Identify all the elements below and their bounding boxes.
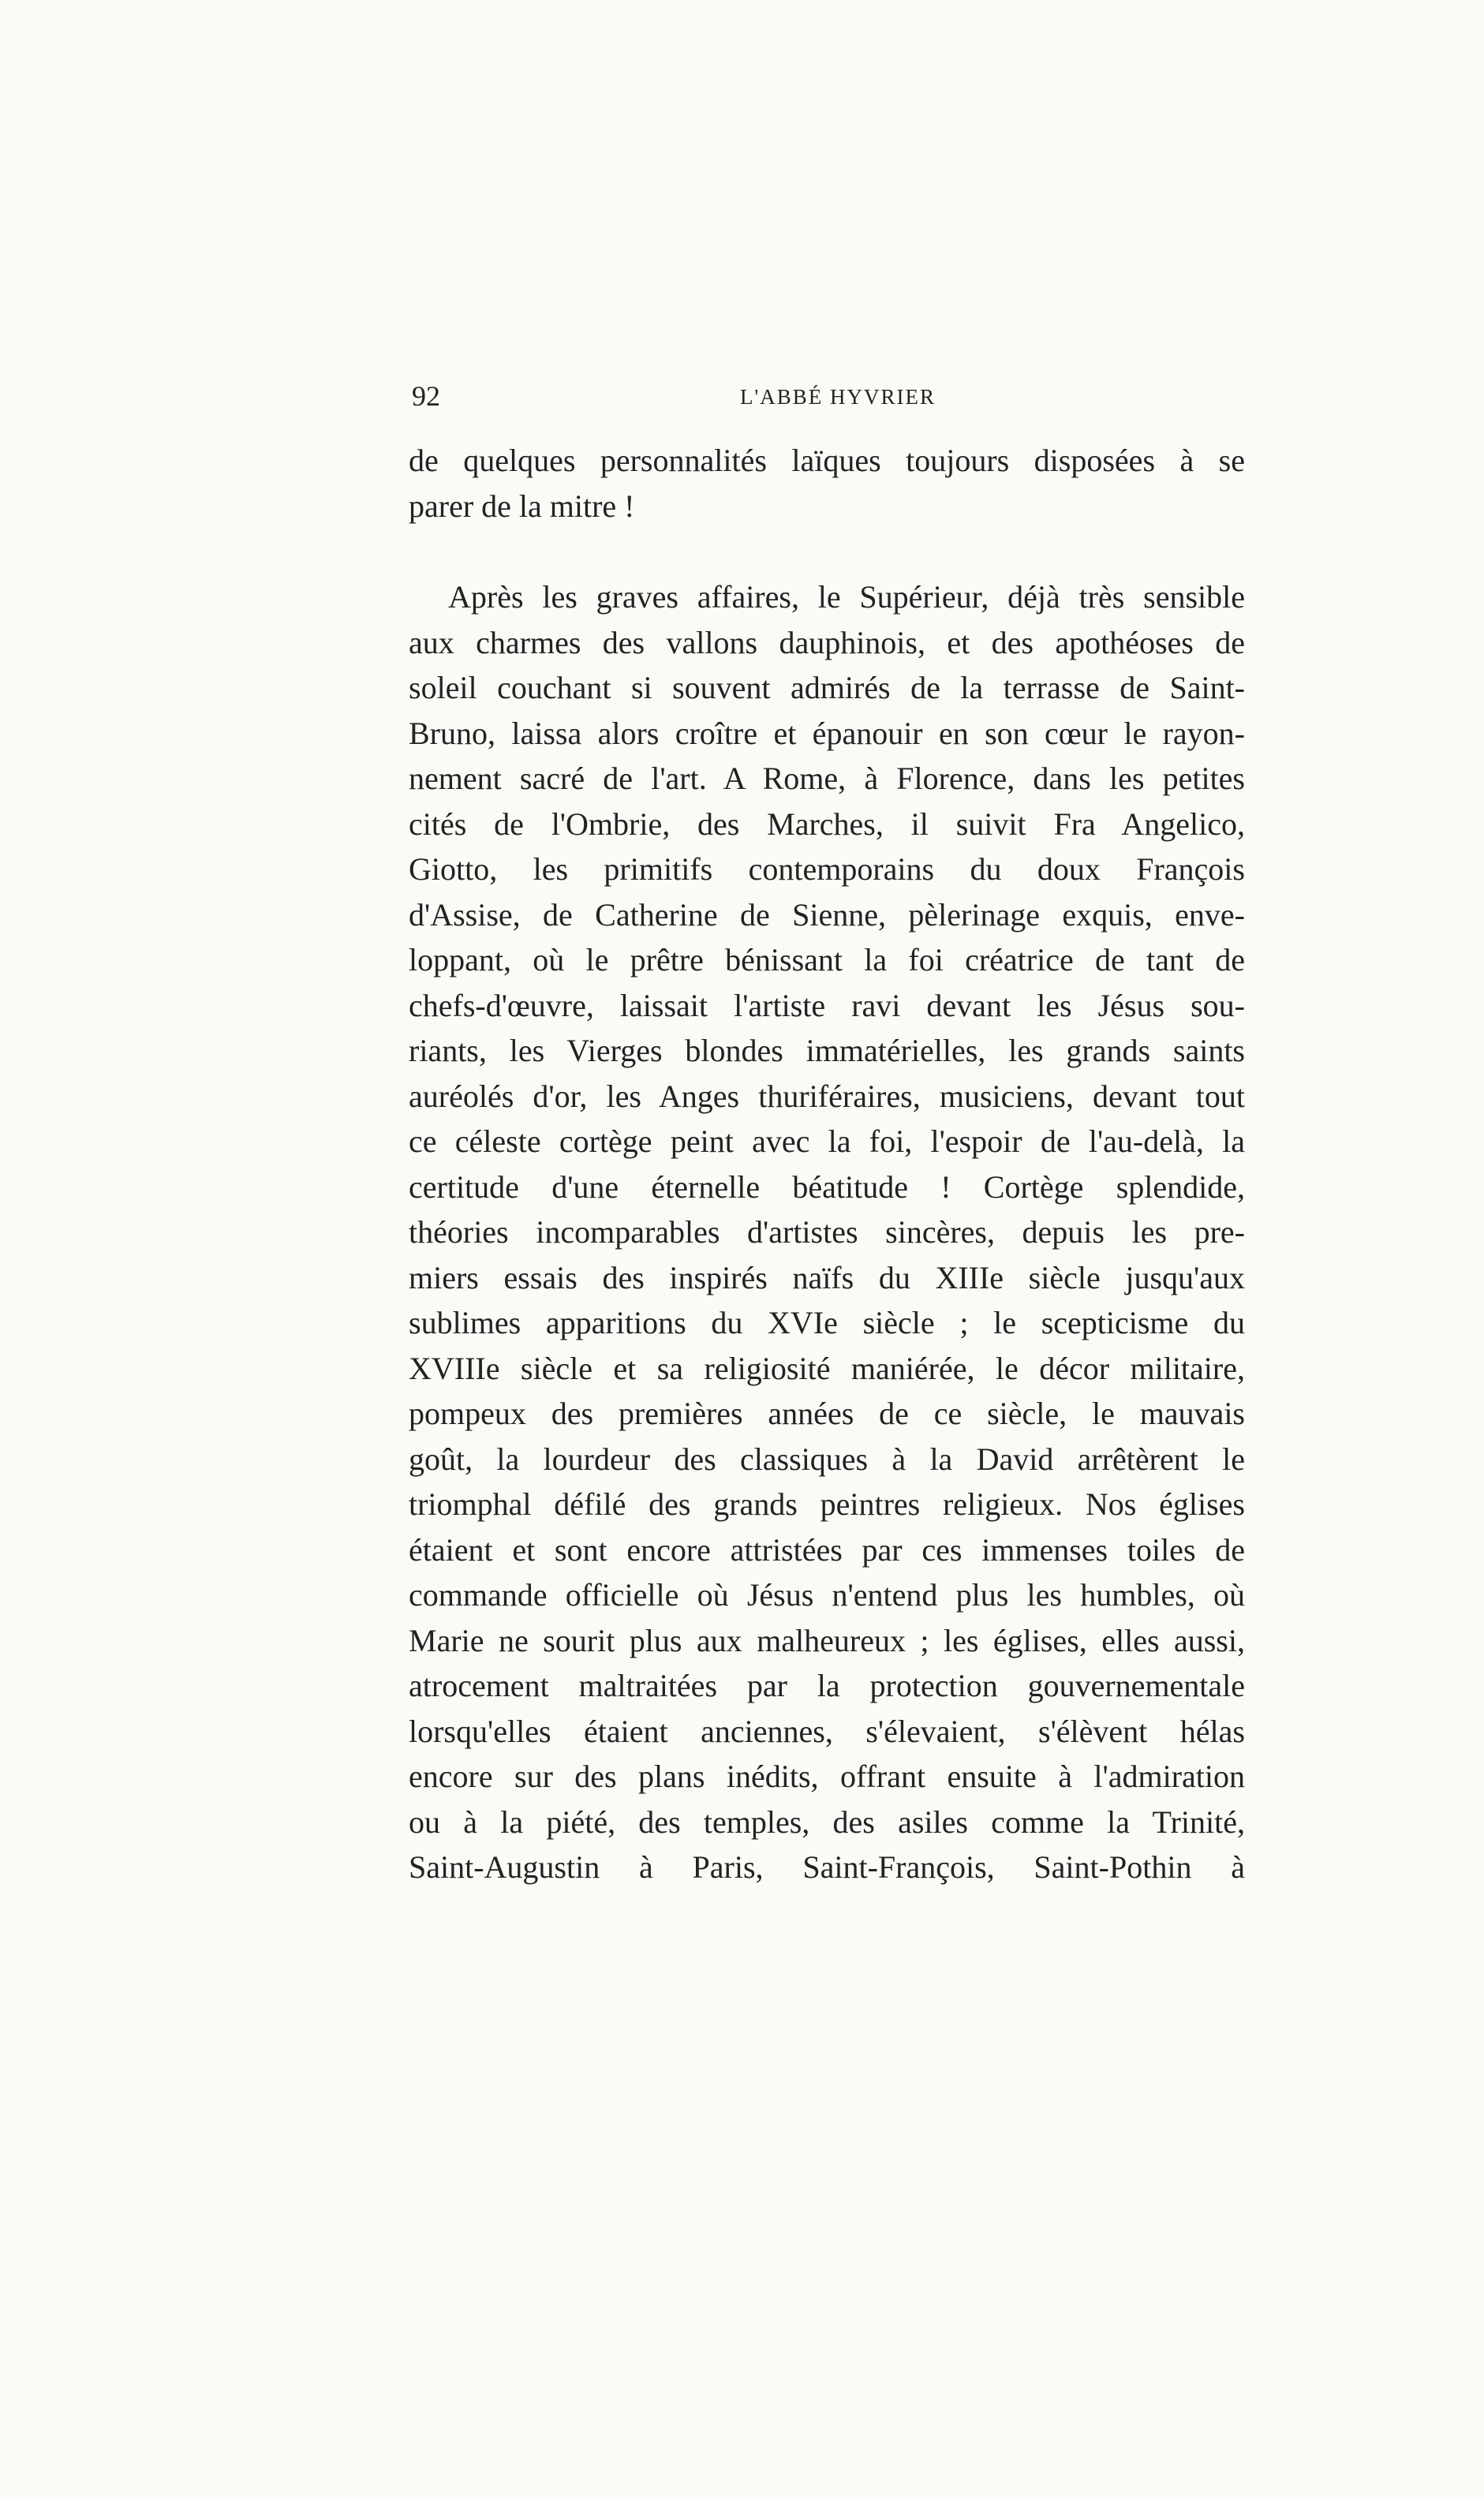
text-line: encore sur des plans inédits, offrant ensuite à l'admiration	[409, 1759, 1245, 1794]
text-line: loppant, où le prêtre bénissant la foi créatrice de tant de	[409, 942, 1245, 977]
text-line: de quelques personnalités laïques toujours disposées à se	[409, 443, 1245, 478]
text-line: riants, les Vierges blondes immatérielles, les grands saints	[409, 1033, 1245, 1068]
text-line: aux charmes des vallons dauphinois, et des apothéoses de	[409, 624, 1245, 660]
text-line: théories incomparables d'artistes sincères, depuis les pre-	[409, 1214, 1245, 1250]
text-line: Marie ne sourit plus aux malheureux ; les églises, elles aussi,	[409, 1622, 1245, 1658]
text-line: commande officielle où Jésus n'entend plus les humbles, où	[409, 1577, 1245, 1613]
text-line: parer de la mitre !	[409, 488, 635, 524]
text-line: cités de l'Ombrie, des Marches, il suivit Fra Angelico,	[409, 806, 1245, 842]
text-line: Après les graves affaires, le Supérieur, déjà très sensible	[448, 579, 1245, 615]
text-line: soleil couchant si souvent admirés de la terrasse de Saint-	[409, 670, 1245, 705]
text-line: ce céleste cortège peint avec la foi, l'espoir de l'au-delà, la	[409, 1123, 1245, 1159]
text-line: Giotto, les primitifs contemporains du doux François	[409, 851, 1245, 887]
text-line: lorsqu'elles étaient anciennes, s'élevaient, s'élèvent hélas	[409, 1713, 1245, 1749]
text-line: Bruno, laissa alors croître et épanouir en son cœur le rayon-	[409, 715, 1245, 751]
text-line: chefs-d'œuvre, laissait l'artiste ravi devant les Jésus sou-	[409, 987, 1245, 1023]
page-header	[412, 380, 1248, 428]
running-head: L'ABBÉ HYVRIER	[739, 385, 936, 409]
text-line: atrocement maltraitées par la protection gouvernementale	[409, 1668, 1245, 1703]
text-line: ou à la piété, des temples, des asiles comme la Trinité,	[409, 1804, 1245, 1840]
text-line: nement sacré de l'art. A Rome, à Florence, dans les petites	[409, 761, 1245, 796]
text-line: miers essais des inspirés naïfs du XIIIe siècle jusqu'aux	[409, 1259, 1245, 1295]
text-line: étaient et sont encore attristées par ces immenses toiles de	[409, 1531, 1245, 1568]
paragraph-gap	[409, 529, 1245, 574]
text-line: certitude d'une éternelle béatitude ! Cortège splendide,	[409, 1168, 1245, 1205]
text-line: triomphal défilé des grands peintres religieux. Nos églises	[409, 1486, 1245, 1522]
paragraph-2	[409, 574, 1245, 1890]
text-line: Saint-Augustin à Paris, Saint-François, Saint-Pothin à	[409, 1849, 1245, 1885]
page-number: 92	[412, 380, 440, 412]
text-line: goût, la lourdeur des classiques à la David arrêtèrent le	[409, 1441, 1245, 1477]
text-line: pompeux des premières années de ce siècle, le mauvais	[409, 1396, 1245, 1431]
text-line: sublimes apparitions du XVIe siècle ; le scepticisme du	[409, 1305, 1245, 1340]
body-text	[409, 438, 1245, 1890]
text-line: auréolés d'or, les Anges thuriféraires, musiciens, devant tout	[409, 1078, 1245, 1114]
paragraph-1	[409, 438, 1245, 529]
text-line: XVIIIe siècle et sa religiosité maniérée, le décor militaire,	[409, 1350, 1245, 1386]
text-line: d'Assise, de Catherine de Sienne, pèlerinage exquis, enve-	[409, 896, 1245, 933]
